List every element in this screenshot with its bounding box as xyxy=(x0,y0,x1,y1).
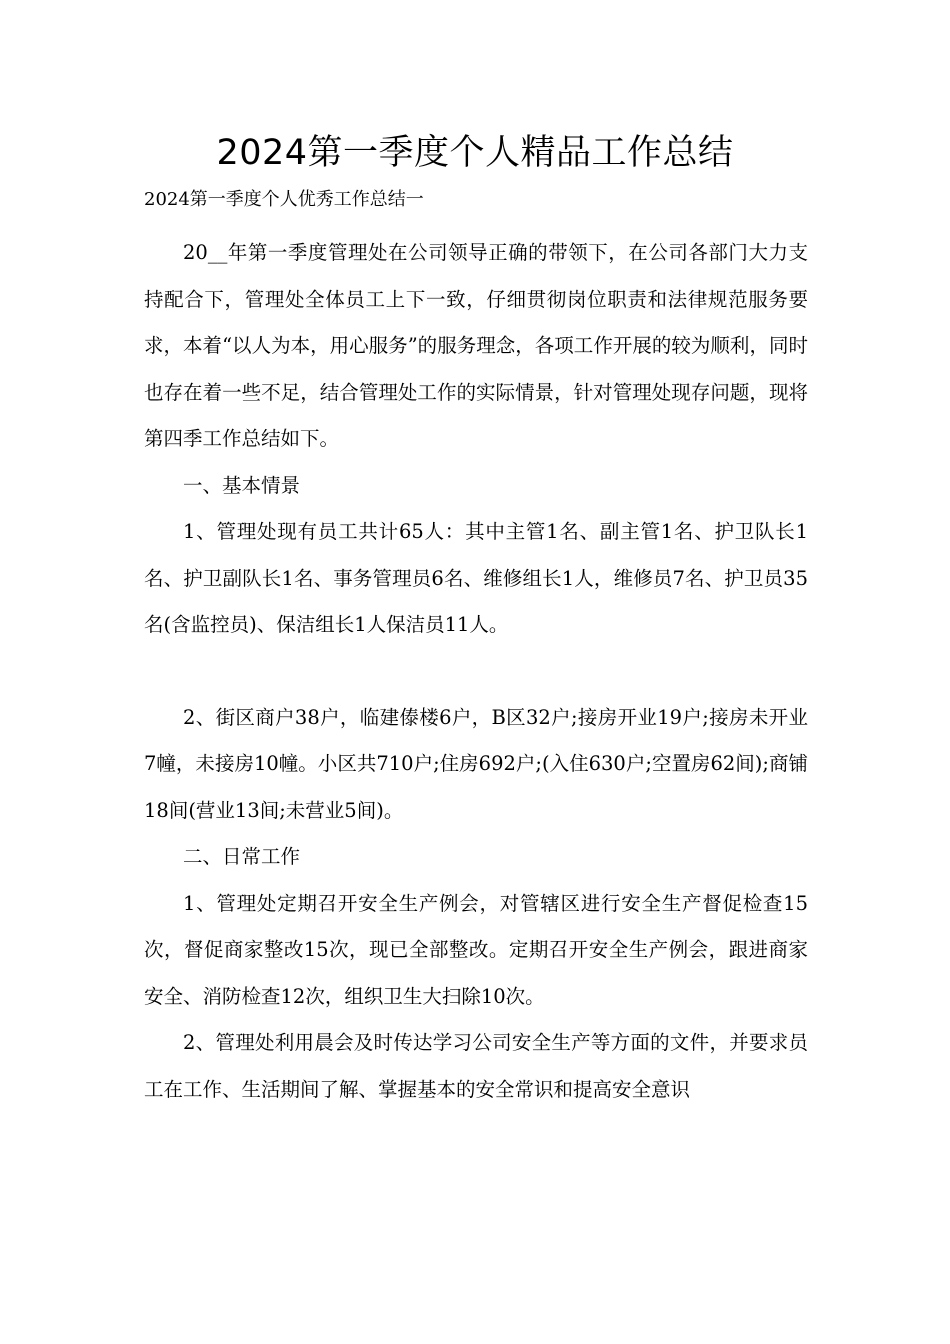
paragraph-safety-meetings: 1、管理处定期召开安全生产例会，对管辖区进行安全生产督促检查15次，督促商家整改15次，现已全部整改。定期召开安全生产例会，跟进商家安全、消防检查12次，组织卫生大扫除10次。 xyxy=(144,891,808,1008)
paragraph-morning-meetings: 2、管理处利用晨会及时传达学习公司安全生产等方面的文件，并要求员工在工作、生活期间了解、掌握基本的安全常识和提高安全意识 xyxy=(144,1031,808,1101)
section-heading-daily-work: 二、日常工作 xyxy=(183,845,301,868)
document-title: 2024第一季度个人精品工作总结 xyxy=(216,133,734,173)
section-heading-basic-situation: 一、基本情景 xyxy=(183,473,301,497)
paragraph-households: 2、街区商户38户，临建傣楼6户，B区32户;接房开业19户;接房未开业7幢，未接房10幢。小区共710户;住房692户;(入住630户;空置房62间);商铺18间(营业13间;未营业5间)。 xyxy=(144,705,808,822)
paragraph-intro: 20__年第一季度管理处在公司领导正确的带领下，在公司各部门大力支持配合下，管理处全体员工上下一致，仔细贯彻岗位职责和法律规范服务要求，本着“以人为本，用心服务”的服务理念，各项工作开展的较为顺利，同时也存在着一些不足，结合管理处工作的实际情景，针对管理处现存问题，现将第四季工作总结如下。 xyxy=(144,241,808,450)
document-body xyxy=(144,230,808,1113)
paragraph-staff: 1、管理处现有员工共计65人：其中主管1名、副主管1名、护卫队长1名、护卫副队长1名、事务管理员6名、维修组长1人，维修员7名、护卫员35名(含监控员)、保洁组长1人保洁员11人。 xyxy=(144,520,808,636)
document-subtitle: 2024第一季度个人优秀工作总结一 xyxy=(144,189,424,210)
